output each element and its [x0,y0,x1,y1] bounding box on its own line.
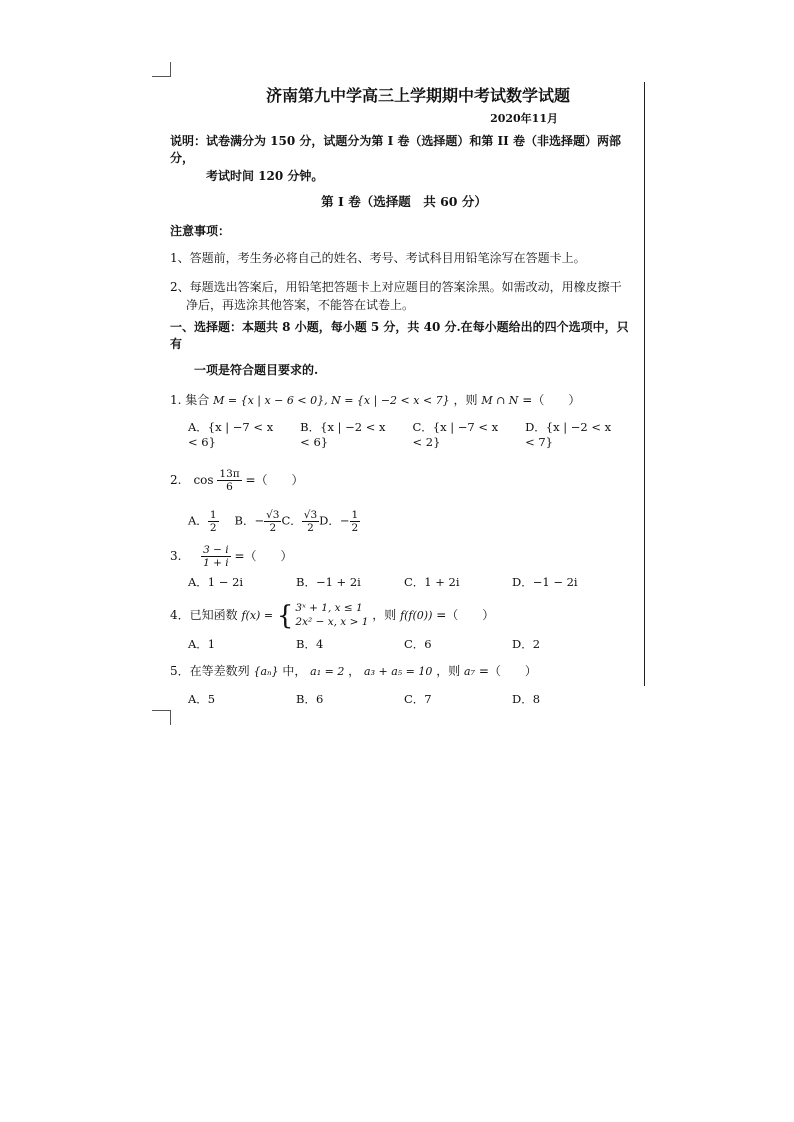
q1-mid: ，则 [453,393,478,408]
q5-option-c: C．7 [404,691,432,706]
q5-separator: ， [348,664,361,679]
q2-option-d-num: 1 [351,508,359,521]
q1-expression: M = {x | x − 6 < 0}, N = {x | −2 < x < 7} [213,394,450,408]
exam-instructions [170,133,638,185]
q4-option-d: D．2 [512,637,541,652]
q5-mid-1: 中， [282,664,307,679]
q2-option-b-fraction [264,509,281,534]
q3-option-b: B．−1 + 2i [296,575,361,590]
q2-option-a-num: 1 [209,508,217,521]
q3-suffix: =（ ） [234,549,293,564]
q4-function: f(x) = [241,609,274,623]
q2-option-d-sign: − [339,513,350,528]
q5-condition-1: a₁ = 2 [310,665,345,679]
q2-numerator: 13π [219,467,240,480]
exam-page [170,86,638,707]
attention-rule-2 [170,278,638,315]
q2-denominator: 6 [226,480,233,493]
q5-option-b: B．6 [296,691,324,706]
q1-option-c: C．{x | −7 < x < 2} [412,419,499,449]
q4-mid: ，则 [372,608,397,623]
q2-option-c [281,509,319,534]
q2-option-b-sign: − [254,513,265,528]
q5-suffix: =（ ） [478,664,537,679]
q2-option-c-label: C． [281,513,302,528]
q1-ask: M ∩ N [481,394,519,408]
q5-option-d: D．8 [512,691,541,706]
instructions-line-2: 考试时间 120 分钟。 [206,168,324,183]
q5-ask: a₇ [464,665,476,679]
q3-denominator: 1 + i [203,557,229,570]
q3-numerator: 3 − i [203,543,229,556]
q4-option-b: B．4 [296,637,324,652]
q1-options [170,420,638,450]
q2-option-c-fraction [302,509,319,534]
question-3 [170,544,638,569]
q4-option-c: C．6 [404,637,432,652]
q4-ask: f(f(0)) [400,609,433,623]
q4-brace-icon: { [276,600,294,631]
q4-piecewise [277,602,369,629]
section-title: 第 I 卷（选择题 共 60 分） [321,194,487,210]
q4-case-1: 3ˣ + 1, x ≤ 1 [295,602,363,615]
q5-option-a: A．5 [188,691,216,706]
q4-option-a: A．1 [188,637,216,652]
question-5 [170,664,638,680]
q2-option-b-num: √3 [266,508,280,521]
q1-suffix: =（ ） [522,393,581,408]
q4-suffix: =（ ） [436,608,495,623]
instructions-line-1: 说明：试卷满分为 150 分，试题分为第 I 卷（选择题）和第 II 卷（非选择题）两部分， [170,134,621,166]
q2-option-a-label: A． [188,513,208,528]
part-1-heading [170,319,638,379]
q2-option-b-label: B． [234,513,255,528]
question-1 [170,393,638,409]
q2-option-b [235,509,282,534]
q2-option-d-fraction [350,509,361,534]
attention-rule-2-line-1: 2、每题选出答案后，用铅笔把答题卡上对应题目的答案涂黑。如需改动，用橡皮擦干 [170,280,622,295]
q5-prefix: 5．在等差数列 [170,664,250,679]
q2-option-c-den: 2 [307,521,314,534]
q1-option-d: D．{x | −2 < x < 7} [525,419,612,449]
q5-condition-2: a₃ + a₅ = 10 [364,665,433,679]
q1-option-a: A．{x | −7 < x < 6} [188,419,274,449]
exam-title: 济南第九中学高三上学期期中考试数学试题 [265,86,570,105]
page-corner-mark-bottom [152,710,171,725]
attention-rule-1: 1、答题前，考生务必将自己的姓名、考号、考试科目用铅笔涂写在答题卡上。 [170,251,586,266]
q3-prefix: 3. [170,549,182,564]
q2-suffix: =（ ） [245,472,304,487]
q4-prefix: 4．已知函数 [170,608,238,623]
part-1-line-1: 一、选择题：本题共 8 小题，每小题 5 分，共 40 分.在每小题给出的四个选项中，只有 [170,319,629,351]
q3-option-d: D．−1 − 2i [512,575,578,590]
part-1-line-2: 一项是符合题目要求的. [194,363,319,378]
q1-option-b: B．{x | −2 < x < 6} [300,419,386,449]
q2-option-a [188,509,219,534]
q2-option-d [319,509,360,534]
q3-options [170,575,638,590]
q1-prefix: 1. 集合 [170,393,210,408]
q5-mid-2: ，则 [436,664,461,679]
q2-option-a-fraction [208,509,219,534]
q4-cases [295,602,368,629]
q2-option-a-den: 2 [209,521,217,534]
q3-option-c: C．1 + 2i [404,575,460,590]
q5-sequence: {aₙ} [253,665,279,679]
q2-option-d-den: 2 [351,521,359,534]
q3-option-a: A．1 − 2i [188,575,244,590]
page-corner-mark-top [152,62,171,77]
q2-option-c-num: √3 [303,508,318,521]
question-2 [170,468,638,493]
question-4 [170,602,638,629]
attention-rule-2-line-2: 净后，再选涂其他答案，不能答在试卷上。 [186,298,415,313]
q2-prefix: 2. cos [170,472,214,487]
q2-options [170,509,638,534]
q2-option-d-label: D． [319,513,340,528]
q4-options [170,637,638,652]
q5-options [170,692,638,707]
q2-fraction [217,468,241,493]
page-right-border [644,82,645,686]
exam-date: 2020年11月 [490,111,558,125]
q3-fraction [201,544,231,569]
attention-title: 注意事项： [170,223,231,238]
q2-option-b-den: 2 [269,521,277,534]
q4-case-2: 2x² − x, x > 1 [295,615,369,628]
